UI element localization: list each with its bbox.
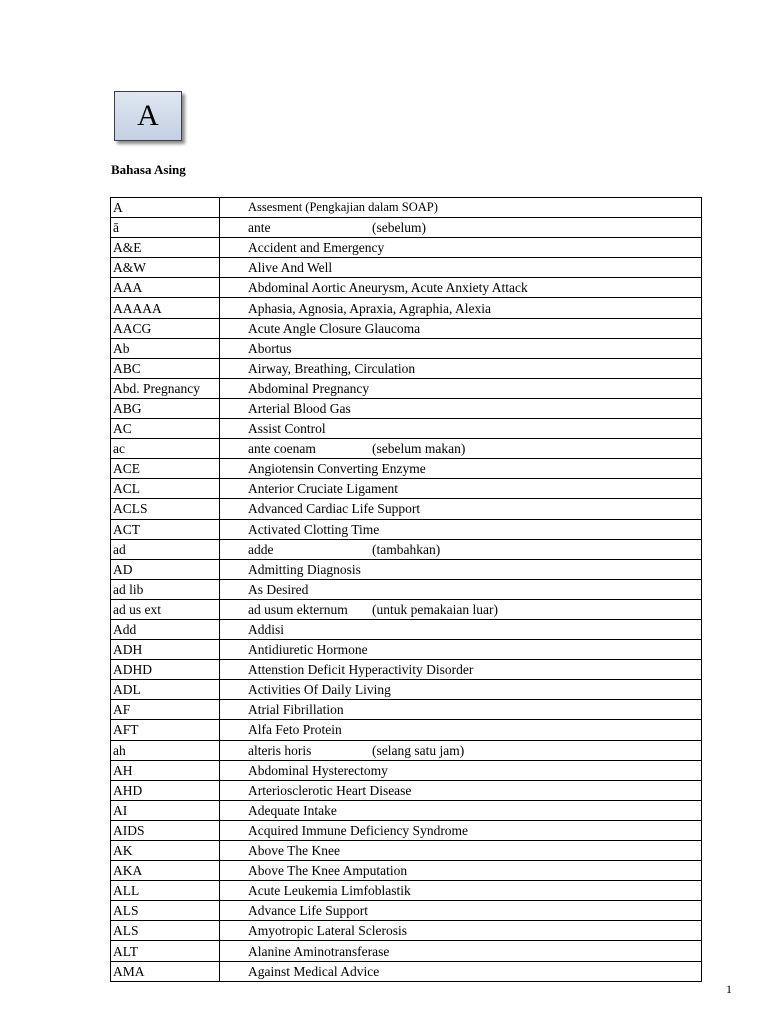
- abbreviation-cell: A&E: [111, 238, 220, 258]
- abbreviation-cell: ah: [111, 740, 220, 760]
- abbreviation-cell: ad: [111, 539, 220, 559]
- table-row: [111, 760, 702, 780]
- table-row: [111, 519, 702, 539]
- abbreviation-cell: ABG: [111, 398, 220, 418]
- abbreviation-cell: ALL: [111, 881, 220, 901]
- definition-cell: Alanine Aminotransferase: [220, 941, 702, 961]
- definition-cell: Against Medical Advice: [220, 961, 702, 981]
- abbreviation-cell: A&W: [111, 258, 220, 278]
- definition-cell: Abdominal Pregnancy: [220, 378, 702, 398]
- table-row: [111, 358, 702, 378]
- translation-note: (tambahkan): [372, 541, 441, 557]
- definition-cell: Airway, Breathing, Circulation: [220, 358, 702, 378]
- definition-cell: Arterial Blood Gas: [220, 398, 702, 418]
- translation-note: (sebelum makan): [372, 441, 466, 457]
- abbreviation-cell: ADL: [111, 680, 220, 700]
- table-row: [111, 258, 702, 278]
- abbreviation-cell: AMA: [111, 961, 220, 981]
- table-row: [111, 198, 702, 218]
- translation-note: (untuk pemakaian luar): [372, 601, 498, 617]
- abbreviation-cell: AF: [111, 700, 220, 720]
- table-row: [111, 318, 702, 338]
- section-title: Bahasa Asing: [111, 162, 186, 177]
- table-row: [111, 459, 702, 479]
- abbreviation-cell: AKA: [111, 861, 220, 881]
- table-row: [111, 841, 702, 861]
- table-row: [111, 961, 702, 981]
- abbreviation-cell: AACG: [111, 318, 220, 338]
- table-row: [111, 238, 702, 258]
- definition-cell: [220, 218, 702, 238]
- definition-cell: Activities Of Daily Living: [220, 680, 702, 700]
- abbreviation-cell: ad lib: [111, 579, 220, 599]
- table-row: [111, 881, 702, 901]
- abbreviation-cell: ac: [111, 439, 220, 459]
- abbreviation-cell: AFT: [111, 720, 220, 740]
- latin-term: ante coenam: [248, 441, 316, 457]
- abbreviation-cell: AAA: [111, 278, 220, 298]
- table-row: [111, 338, 702, 358]
- definition-cell: Acute Angle Closure Glaucoma: [220, 318, 702, 338]
- definition-cell: Adequate Intake: [220, 800, 702, 820]
- abbreviation-cell: ADH: [111, 640, 220, 660]
- abbreviation-cell: AHD: [111, 780, 220, 800]
- section-letter-box: [114, 91, 182, 141]
- definition-cell: Abortus: [220, 338, 702, 358]
- abbreviation-cell: ALS: [111, 921, 220, 941]
- abbreviation-cell: ACL: [111, 479, 220, 499]
- definition-cell: Aphasia, Agnosia, Apraxia, Agraphia, Alexia: [220, 298, 702, 318]
- abbreviation-cell: AD: [111, 559, 220, 579]
- definition-cell: Anterior Cruciate Ligament: [220, 479, 702, 499]
- table-row: [111, 921, 702, 941]
- definition-cell: Above The Knee Amputation: [220, 861, 702, 881]
- table-row: [111, 861, 702, 881]
- definition-cell: Abdominal Hysterectomy: [220, 760, 702, 780]
- definition-cell: [220, 599, 702, 619]
- table-row: [111, 660, 702, 680]
- definition-cell: Above The Knee: [220, 841, 702, 861]
- table-row: [111, 539, 702, 559]
- table-row: [111, 700, 702, 720]
- abbreviation-cell: AC: [111, 419, 220, 439]
- definition-cell: Addisi: [220, 619, 702, 639]
- page-number: 1: [726, 982, 732, 996]
- section-letter: A: [137, 99, 159, 132]
- latin-term: ad usum ekternum: [248, 601, 348, 617]
- abbreviation-cell: Abd. Pregnancy: [111, 378, 220, 398]
- table-row: [111, 941, 702, 961]
- abbreviation-cell: AK: [111, 841, 220, 861]
- definition-cell: Alive And Well: [220, 258, 702, 278]
- abbreviation-cell: ACLS: [111, 499, 220, 519]
- table-row: [111, 619, 702, 639]
- definition-cell: Advanced Cardiac Life Support: [220, 499, 702, 519]
- table-row: [111, 720, 702, 740]
- table-row: [111, 499, 702, 519]
- definition-cell: [220, 740, 702, 760]
- abbreviation-cell: ABC: [111, 358, 220, 378]
- abbreviation-cell: AAAAA: [111, 298, 220, 318]
- table-row: [111, 298, 702, 318]
- definition-cell: Activated Clotting Time: [220, 519, 702, 539]
- definition-cell: Assesment (Pengkajian dalam SOAP): [220, 198, 702, 218]
- definition-cell: Acute Leukemia Limfoblastik: [220, 881, 702, 901]
- translation-note: (selang satu jam): [372, 742, 465, 758]
- abbreviation-cell: Add: [111, 619, 220, 639]
- table-row: [111, 820, 702, 840]
- abbreviation-table-body: [111, 198, 702, 982]
- abbreviation-table: [110, 197, 702, 982]
- abbreviation-cell: AH: [111, 760, 220, 780]
- abbreviation-cell: AIDS: [111, 820, 220, 840]
- definition-cell: Accident and Emergency: [220, 238, 702, 258]
- table-row: [111, 640, 702, 660]
- table-row: [111, 278, 702, 298]
- table-row: [111, 901, 702, 921]
- table-row: [111, 800, 702, 820]
- definition-cell: Antidiuretic Hormone: [220, 640, 702, 660]
- definition-cell: Amyotropic Lateral Sclerosis: [220, 921, 702, 941]
- table-row: [111, 218, 702, 238]
- definition-cell: As Desired: [220, 579, 702, 599]
- abbreviation-cell: ADHD: [111, 660, 220, 680]
- definition-cell: Attenstion Deficit Hyperactivity Disorder: [220, 660, 702, 680]
- latin-term: ante: [248, 220, 271, 236]
- table-row: [111, 479, 702, 499]
- abbreviation-cell: ALT: [111, 941, 220, 961]
- table-row: [111, 579, 702, 599]
- abbreviation-cell: ACE: [111, 459, 220, 479]
- abbreviation-cell: Ab: [111, 338, 220, 358]
- definition-cell: Angiotensin Converting Enzyme: [220, 459, 702, 479]
- latin-term: adde: [248, 541, 274, 557]
- definition-cell: Acquired Immune Deficiency Syndrome: [220, 820, 702, 840]
- abbreviation-cell: ACT: [111, 519, 220, 539]
- table-row: [111, 398, 702, 418]
- abbreviation-cell: A: [111, 198, 220, 218]
- table-row: [111, 780, 702, 800]
- table-row: [111, 378, 702, 398]
- abbreviation-cell: ā: [111, 218, 220, 238]
- definition-cell: Alfa Feto Protein: [220, 720, 702, 740]
- definition-cell: Advance Life Support: [220, 901, 702, 921]
- definition-cell: Atrial Fibrillation: [220, 700, 702, 720]
- table-row: [111, 599, 702, 619]
- definition-cell: Abdominal Aortic Aneurysm, Acute Anxiety Attack: [220, 278, 702, 298]
- translation-note: (sebelum): [372, 220, 426, 236]
- definition-cell: [220, 539, 702, 559]
- definition-cell: [220, 439, 702, 459]
- definition-cell: Arteriosclerotic Heart Disease: [220, 780, 702, 800]
- latin-term: alteris horis: [248, 742, 312, 758]
- definition-cell: Assist Control: [220, 419, 702, 439]
- abbreviation-cell: AI: [111, 800, 220, 820]
- abbreviation-cell: ad us ext: [111, 599, 220, 619]
- table-row: [111, 559, 702, 579]
- table-row: [111, 439, 702, 459]
- definition-cell: Admitting Diagnosis: [220, 559, 702, 579]
- table-row: [111, 680, 702, 700]
- abbreviation-cell: ALS: [111, 901, 220, 921]
- table-row: [111, 740, 702, 760]
- table-row: [111, 419, 702, 439]
